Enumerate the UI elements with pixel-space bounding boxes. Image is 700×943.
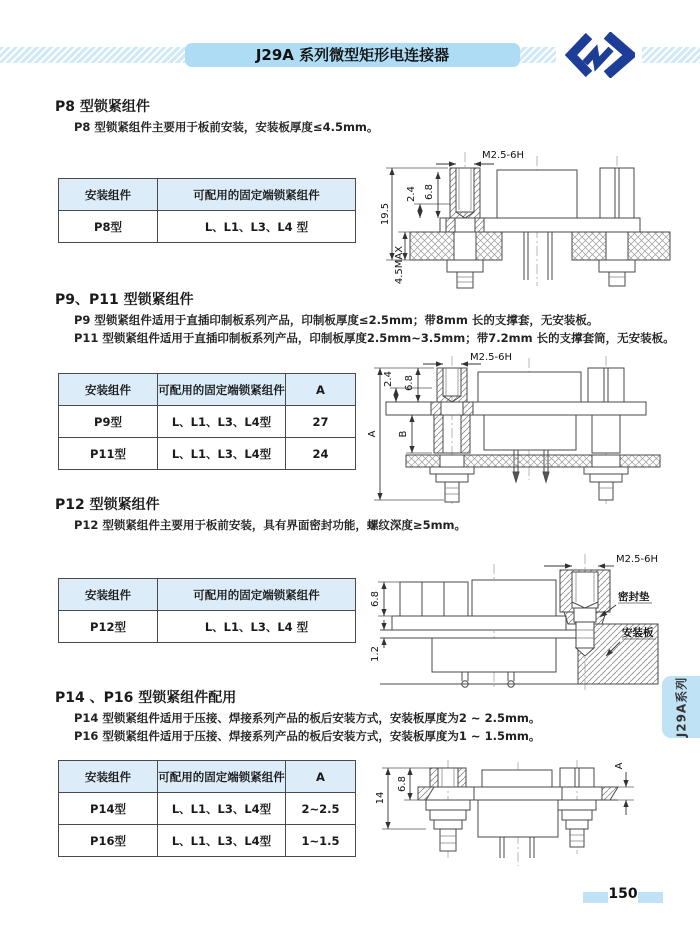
p8-mounting-plate: [410, 232, 670, 260]
p9-dim-6-8: 6.8: [404, 375, 415, 391]
cell-lock-types: L、L1、L3、L4 型: [158, 611, 356, 643]
p8-standoff: [450, 168, 480, 218]
para-p16: P16 型锁紧组件适用于压接、焊接系列产品的板后安装方式，安装板厚度为1 ~ 1.5mm。: [74, 729, 541, 743]
table-row: [59, 825, 356, 857]
table-row: [59, 374, 356, 406]
col-header: 可配用的固定端锁紧组件: [158, 374, 286, 406]
cell-dim-a: 24: [286, 438, 356, 470]
para-p11: P11 型锁紧组件适用于直插印制板系列产品，印制板厚度2.5mm~3.5mm；带7.2mm 长的支撑套筒，无安装板。: [74, 331, 675, 345]
p8-thread-label: M2.5-6H: [482, 150, 525, 161]
cell-thickness: 1~1.5: [286, 825, 356, 857]
table-row: [59, 179, 356, 211]
p14-dim-14: 14: [375, 791, 386, 805]
p8-dim-19-5: 19.5: [380, 202, 391, 226]
p12-flange: [392, 616, 566, 630]
section-heading-p8: P8 型锁紧组件: [55, 99, 150, 115]
col-header: A: [286, 374, 356, 406]
p12-drawing: [360, 550, 670, 692]
p14-flange: [474, 787, 562, 800]
table-row: [59, 406, 356, 438]
p9-right-sleeve: [592, 415, 620, 453]
p9-right-screw-head: [588, 368, 624, 402]
p14-dim-a: A: [614, 762, 625, 770]
p9-dim-b: B: [398, 430, 409, 438]
col-header: 安装组件: [59, 374, 158, 406]
brand-logo-icon: [563, 32, 635, 78]
p9-dim-2-4: 2.4: [383, 371, 394, 387]
col-header: 安装组件: [59, 179, 158, 211]
p9-connector-body: [478, 372, 581, 402]
cell-mount-type: P9型: [59, 406, 158, 438]
p12-dim-6-8: 6.8: [370, 591, 381, 607]
p8-dim-6-8: 6.8: [424, 184, 435, 200]
page-title: J29A 系列微型矩形电连接器: [185, 43, 520, 67]
cell-dim-a: 27: [286, 406, 356, 438]
col-header: 可配用的固定端锁紧组件: [158, 179, 356, 211]
col-header: 可配用的固定端锁紧组件: [158, 761, 286, 793]
p12-threaded-boss: [560, 570, 610, 612]
p14-standoff: [430, 768, 466, 787]
table-p9p11: [58, 373, 356, 470]
p12-callout-plate: 安装板: [622, 627, 654, 639]
footer-left-bar: [583, 892, 608, 903]
table-row: [59, 793, 356, 825]
table-row: [59, 761, 356, 793]
p9-standoff: [437, 368, 467, 402]
p12-callout-gasket: 密封垫: [618, 591, 650, 603]
p14p16-drawing: [374, 754, 696, 894]
table-row: [59, 611, 356, 643]
table-p14p16: [58, 760, 356, 857]
para-p9: P9 型锁紧组件适用于直插印制板系列产品，印制板厚度≤2.5mm；带8mm 长的支撑套，无安装板。: [74, 313, 599, 327]
cell-lock-types: L、L1、L3、L4型: [158, 825, 286, 857]
cell-mount-type: P8型: [59, 211, 158, 243]
p12-screw: [574, 608, 596, 656]
cell-lock-types: L、L1、L3、L4 型: [158, 211, 356, 243]
p12-lower-body: [432, 638, 556, 672]
table-row: [59, 211, 356, 243]
p14-body-lower: [478, 800, 558, 837]
table-row: [59, 579, 356, 611]
p14-right-screw: [558, 768, 596, 847]
p9-dim-a: A: [367, 430, 378, 438]
p8-dim-4-5max: 4.5MAX: [394, 245, 405, 285]
p14-body-top: [482, 770, 552, 787]
cell-lock-types: L、L1、L3、L4型: [158, 406, 286, 438]
cell-mount-type: P11型: [59, 438, 158, 470]
footer-right-bar: [638, 892, 663, 903]
section-heading-p14p16: P14 、P16 型锁紧组件配用: [55, 690, 237, 706]
p8-right-screw-head: [600, 168, 634, 218]
p12-dim-1-2: 1.2: [370, 646, 381, 662]
cell-mount-type: P14型: [59, 793, 158, 825]
table-row: [59, 438, 356, 470]
p8-flange: [440, 218, 640, 232]
cell-mount-type: P12型: [59, 611, 158, 643]
p14-left-nut: [426, 800, 470, 851]
p12-rear-bodies: [400, 580, 556, 616]
p14-contact-pins: [500, 837, 534, 858]
p9-left-nut: [430, 467, 474, 502]
page-number: 150: [608, 886, 638, 902]
p12-thread-label: M2.5-6H: [616, 554, 659, 565]
cell-thickness: 2~2.5: [286, 793, 356, 825]
p12-front-sheet: [380, 630, 578, 638]
p9p11-drawing: [366, 350, 700, 508]
section-heading-p12: P12 型锁紧组件: [55, 497, 160, 513]
cell-lock-types: L、L1、L3、L4型: [158, 793, 286, 825]
p9-right-nut: [584, 467, 628, 500]
para-p14: P14 型锁紧组件适用于压接、焊接系列产品的板后安装方式，安装板厚度为2 ~ 2.5mm。: [74, 711, 541, 725]
col-header: 安装组件: [59, 579, 158, 611]
cell-mount-type: P16型: [59, 825, 158, 857]
p8-contact-pins: [524, 232, 552, 280]
para-p8: P8 型锁紧组件主要用于板前安装，安装板厚度≤4.5mm。: [74, 120, 379, 134]
p9-thread-label: M2.5-6H: [470, 352, 513, 363]
table-p12: [58, 578, 356, 643]
cell-lock-types: L、L1、L3、L4型: [158, 438, 286, 470]
p9-lower-body: [484, 415, 576, 450]
col-header: 可配用的固定端锁紧组件: [158, 579, 356, 611]
p8-connector-body: [497, 170, 577, 218]
col-header: A: [286, 761, 356, 793]
p8-dim-2-4: 2.4: [406, 186, 417, 202]
series-side-tab-label: J29A系列: [674, 676, 689, 738]
col-header: 安装组件: [59, 761, 158, 793]
p12-contact-pins: [462, 672, 514, 687]
p8-drawing: [372, 146, 700, 292]
p9-flange: [386, 402, 646, 415]
para-p12: P12 型锁紧组件主要用于板前安装，具有界面密封功能，螺纹深度≥5mm。: [74, 518, 467, 532]
section-heading-p9p11: P9、P11 型锁紧组件: [55, 292, 194, 308]
table-p8: [58, 178, 356, 243]
p14-dim-6-8: 6.8: [397, 776, 408, 792]
series-side-tab: [662, 676, 700, 738]
